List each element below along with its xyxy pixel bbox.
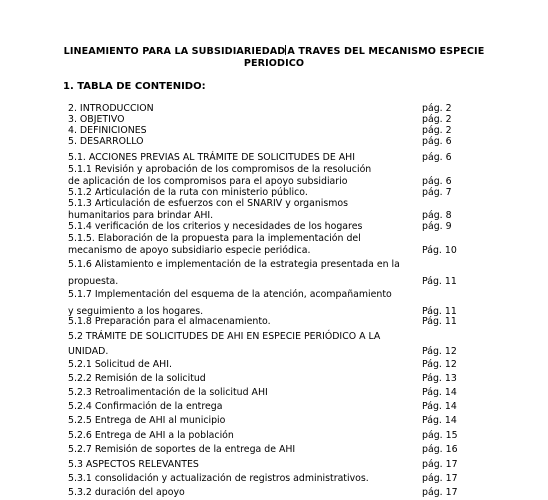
toc-entry-page: pág. 2	[422, 125, 452, 136]
toc-entry-title: 5.1.5. Elaboración de la propuesta para la implementación del	[68, 233, 361, 244]
toc-entry-page: Pág. 12	[422, 359, 457, 370]
toc-entry-title: 4. DEFINICIONES	[68, 125, 147, 136]
toc-entry-page: pág. 17	[422, 473, 458, 484]
toc-entry-title: 3. OBJETIVO	[68, 114, 125, 125]
toc-entry-page: pág. 6	[422, 152, 452, 163]
toc-entry-title-continued: mecanismo de apoyo subsidiario especie periódica.	[68, 244, 311, 256]
toc-entry-title: 5.2.4 Confirmación de la entrega	[68, 401, 223, 412]
toc-entry-title-continued: UNIDAD.	[68, 346, 109, 357]
toc-entry-page: Pág. 11	[422, 306, 457, 317]
toc-entry-title: 5.1.1 Revisión y aprobación de los compromisos de la resolución	[68, 164, 372, 175]
toc-entry-title: 5.3.2 duración del apoyo	[68, 487, 185, 498]
toc-entry-page: pág. 15	[422, 430, 458, 441]
toc-entry-title: 5.1. ACCIONES PREVIAS AL TRÁMITE DE SOLICITUDES DE AHI	[68, 152, 355, 163]
toc-entry-title: 5.3 ASPECTOS RELEVANTES	[68, 459, 199, 470]
toc-entry-title: 5.1.3 Articulación de esfuerzos con el SNARIV y organismos	[68, 198, 349, 209]
toc-entry-title-continued: y seguimiento a los hogares.	[68, 306, 204, 317]
toc-entry-title: 5.1.4 verificación de los criterios y necesidades de los hogares	[68, 221, 363, 232]
toc-entry-title: 5.2.1 Solicitud de AHI.	[68, 359, 172, 370]
toc-entry-page: pág. 17	[422, 487, 458, 498]
toc-entry-page: Pág. 10	[422, 244, 457, 256]
toc-entry-page: Pág. 14	[422, 387, 457, 398]
toc-entry-title: 2. INTRODUCCION	[68, 103, 154, 114]
toc-entry-title: 5.2.5 Entrega de AHI al municipio	[68, 415, 226, 426]
toc-entry-page: Pág. 13	[422, 373, 457, 384]
toc-entry-page: Pág. 14	[422, 415, 457, 426]
toc-entry-page: pág. 7	[422, 187, 452, 198]
toc-entry-page: Pág. 12	[422, 346, 457, 357]
toc-entry-title: 5.3.1 consolidación y actualización de registros administrativos.	[68, 473, 369, 484]
toc-entry-title: 5.1.8 Preparación para el almacenamiento.	[68, 316, 271, 327]
toc-entry-title: 5.1.2 Articulación de la ruta con ministerio público.	[68, 187, 308, 198]
toc-entry-page: pág. 6	[422, 175, 452, 187]
toc-entry-title: 5.1.6 Alistamiento e implementación de la estrategia presentada en la	[68, 259, 400, 270]
toc-entry-page: pág. 6	[422, 136, 452, 147]
title-text-part-2: A TRAVES DEL MECANISMO ESPECIE	[287, 46, 485, 57]
toc-heading: 1. TABLA DE CONTENIDO:	[63, 81, 206, 92]
toc-entry-page: pág. 17	[422, 459, 458, 470]
toc-entry-page: pág. 2	[422, 114, 452, 125]
toc-entry-page: pág. 16	[422, 444, 458, 455]
toc-entry-title: 5.2.3 Retroalimentación de la solicitud AHI	[68, 387, 268, 398]
toc-entry-title: 5. DESARROLLO	[68, 136, 144, 147]
toc-entry-page: pág. 8	[422, 209, 452, 221]
toc-entry-page: Pág. 14	[422, 401, 457, 412]
toc-entry-title: 5.2 TRÁMITE DE SOLICITUDES DE AHI EN ESPECIE PERIÓDICO A LA	[68, 331, 381, 342]
toc-entry-page: pág. 9	[422, 221, 452, 232]
toc-entry-title: 5.2.6 Entrega de AHI a la población	[68, 430, 234, 441]
toc-entry-page: Pág. 11	[422, 316, 457, 327]
toc-entry-title: 5.1.7 Implementación del esquema de la atención, acompañamiento	[68, 289, 392, 300]
title-line-2: PERIODICO	[243, 58, 305, 69]
toc-entry-page: Pág. 11	[422, 276, 457, 287]
toc-entry-title-continued: propuesta.	[68, 276, 119, 287]
toc-entry-title-continued: humanitarios para brindar AHI.	[68, 209, 214, 221]
toc-entry-title-continued: de aplicación de los compromisos para el apoyo subsidiario	[68, 175, 348, 187]
toc-entry-title: 5.2.2 Remisión de la solicitud	[68, 373, 206, 384]
title-text-part-1: LINEAMIENTO PARA LA SUBSIDIARIEDAD	[63, 46, 286, 57]
toc-entry-title: 5.2.7 Remisión de soportes de la entrega de AHI	[68, 444, 296, 455]
toc-entry-page: pág. 2	[422, 103, 452, 114]
